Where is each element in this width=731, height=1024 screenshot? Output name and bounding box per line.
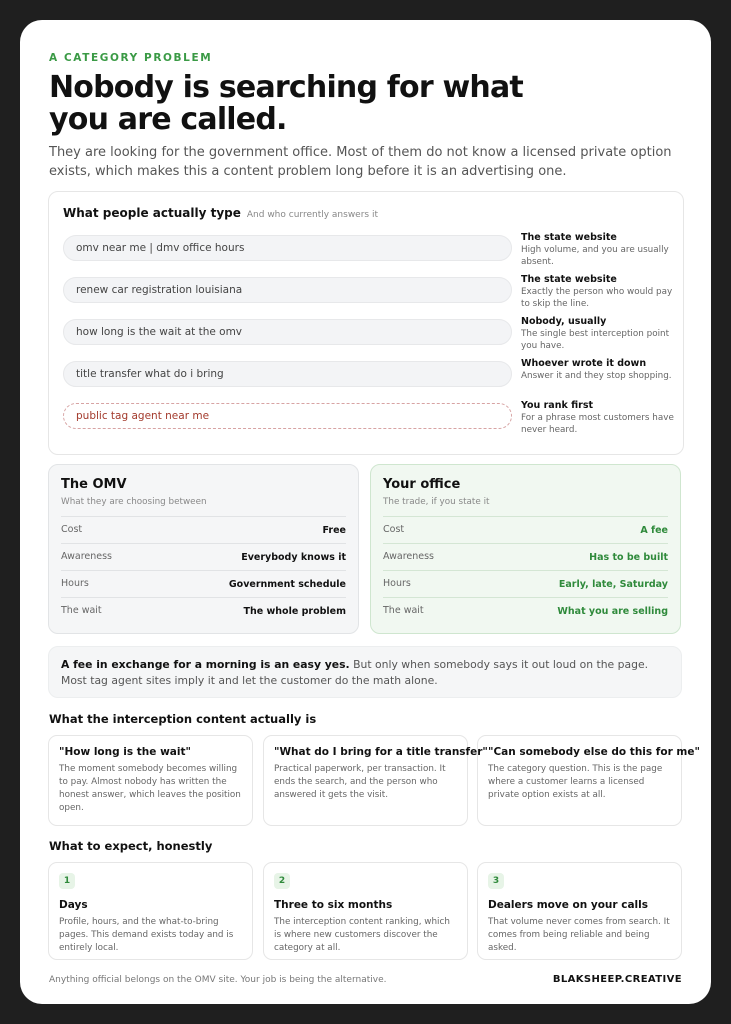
tile-title: "Can somebody else do this for me"	[488, 746, 700, 758]
row-value: Free	[322, 525, 346, 536]
row-key: The wait	[383, 605, 424, 616]
answer-description: Answer it and they stop shopping.	[521, 371, 672, 381]
comparison-row	[61, 597, 346, 625]
query-pill: omv near me | dmv office hours	[63, 235, 512, 261]
tile-description: Practical paperwork, per transaction. It ends the search, and the person who answered it gets the visit.	[274, 764, 446, 800]
expect-tile	[477, 862, 682, 960]
tile-title: Three to six months	[274, 899, 393, 911]
answer-block	[521, 358, 677, 382]
row-key: Hours	[383, 578, 411, 589]
row-key: Cost	[61, 524, 83, 535]
tile-title: Dealers move on your calls	[488, 899, 648, 911]
answer-block	[521, 274, 677, 310]
row-value: What you are selling	[557, 606, 668, 617]
row-key: Hours	[61, 578, 89, 589]
comparison-row	[383, 570, 668, 598]
expect-tile	[48, 862, 253, 960]
page-title: Nobody is searching for what you are called.	[49, 70, 523, 137]
row-value: Everybody knows it	[241, 552, 346, 563]
search-types-title: What people actually type	[63, 206, 241, 220]
interception-tile	[477, 735, 700, 826]
step-number-badge: 1	[59, 873, 75, 889]
search-types-subtitle: And who currently answers it	[246, 210, 378, 220]
office-comparison-card	[370, 464, 681, 634]
expect-heading: What to expect, honestly	[49, 839, 213, 853]
tile-title: "What do I bring for a title transfer"	[274, 746, 488, 758]
row-value: Early, late, Saturday	[558, 579, 668, 590]
comparison-row	[383, 543, 668, 571]
comparison-row	[61, 516, 346, 544]
office-card-title: Your office	[383, 477, 461, 492]
answer-owner: Nobody, usually	[521, 316, 607, 327]
intro-paragraph: They are looking for the government office. Most of them do not know a licensed private option exists, which makes this a content problem long before it is an advertising one.	[49, 145, 672, 179]
answer-block	[521, 232, 677, 268]
office-card-subtitle: The trade, if you state it	[383, 497, 490, 507]
answer-description: For a phrase most customers have never heard.	[521, 413, 674, 435]
tile-description: That volume never comes from search. It comes from being reliable and being asked.	[488, 917, 670, 953]
answer-owner: The state website	[521, 232, 617, 243]
footer-note: Anything official belongs on the OMV site. Your job is being the alternative.	[49, 975, 387, 985]
omv-comparison-card	[48, 464, 359, 634]
row-value: A fee	[640, 525, 668, 536]
omv-card-title: The OMV	[61, 477, 127, 492]
interception-tile	[263, 735, 488, 826]
comparison-row	[61, 543, 346, 571]
row-key: Cost	[383, 524, 405, 535]
tile-title: "How long is the wait"	[59, 746, 191, 758]
comparison-row	[61, 570, 346, 598]
interception-heading: What the interception content actually is	[49, 712, 317, 726]
tile-description: Profile, hours, and the what-to-bring pages. This demand exists today and is entirely local.	[59, 917, 234, 953]
search-types-heading	[63, 206, 378, 220]
comparison-row	[383, 597, 668, 625]
tile-description: The category question. This is the page where a customer learns a licensed private option exists at all.	[488, 764, 663, 800]
row-value: The whole problem	[243, 606, 346, 617]
tile-description: The moment somebody becomes willing to pay. Almost nobody has written the honest answer, which leaves the position open.	[59, 764, 241, 813]
interception-tile	[48, 735, 253, 826]
row-key: The wait	[61, 605, 102, 616]
query-pill-highlighted: public tag agent near me	[63, 403, 512, 429]
callout-emphasis: A fee in exchange for a morning is an easy yes.	[61, 658, 350, 671]
answer-block	[521, 316, 677, 352]
answer-owner: The state website	[521, 274, 617, 285]
expect-tile	[263, 862, 468, 960]
brand-wordmark: BLAKSHEEP.CREATIVE	[552, 974, 682, 985]
query-pill: how long is the wait at the omv	[63, 319, 512, 345]
answer-description: High volume, and you are usually absent.	[521, 245, 669, 267]
comparison-row	[383, 516, 668, 544]
row-value: Has to be built	[589, 552, 668, 563]
step-number-badge: 3	[488, 873, 504, 889]
row-value: Government schedule	[228, 579, 346, 590]
tile-description: The interception content ranking, which is where new customers discover the category at all.	[274, 917, 450, 953]
row-key: Awareness	[61, 551, 113, 562]
row-key: Awareness	[383, 551, 435, 562]
query-pill: title transfer what do i bring	[63, 361, 512, 387]
answer-owner: You rank first	[521, 400, 594, 411]
callout-text: But only when somebody says it out loud on the page. Most tag agent sites imply it and let the customer do the math alone.	[61, 658, 649, 687]
step-number-badge: 2	[274, 873, 290, 889]
tile-title: Days	[59, 899, 88, 911]
omv-card-subtitle: What they are choosing between	[61, 497, 207, 507]
query-pill: renew car registration louisiana	[63, 277, 512, 303]
answer-description: Exactly the person who would pay to skip the line.	[521, 287, 673, 309]
page-card	[20, 20, 711, 1004]
search-types-panel	[48, 191, 684, 455]
answer-description: The single best interception point you have.	[521, 329, 670, 351]
answer-owner: Whoever wrote it down	[521, 358, 647, 369]
fee-callout	[48, 646, 682, 698]
answer-block	[521, 400, 677, 436]
eyebrow-label: A CATEGORY PROBLEM	[49, 52, 213, 64]
